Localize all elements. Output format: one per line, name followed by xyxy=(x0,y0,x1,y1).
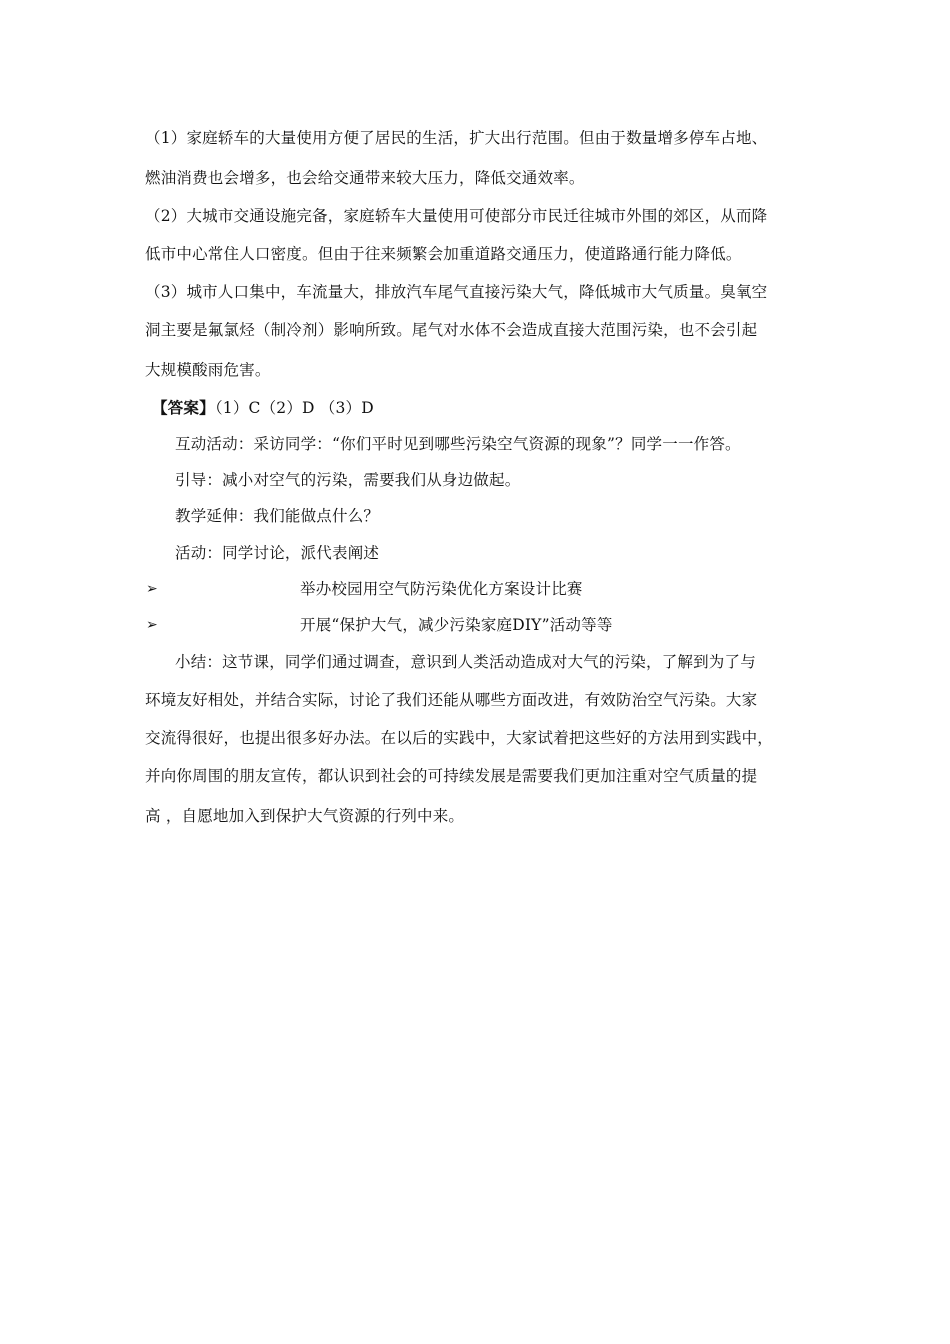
summary-line-4: 并向你周围的朋友宣传，都认识到社会的可持续发展是需要我们更加注重对空气质量的提 xyxy=(145,767,758,785)
explanation-2-line-2: 低市中心常住人口密度。但由于往来频繁会加重道路交通压力，使道路通行能力降低。 xyxy=(145,245,742,263)
answer-line xyxy=(152,398,374,418)
summary-line-3: 交流得很好，也提出很多好办法。在以后的实践中，大家试着把这些好的方法用到实践中， xyxy=(145,729,774,747)
bullet-arrow-icon: ➢ xyxy=(146,617,158,633)
teaching-extension: 教学延伸：我们能做点什么？ xyxy=(175,507,380,525)
explanation-3-line-1: （3）城市人口集中，车流量大，排放汽车尾气直接污染大气，降低城市大气质量。臭氧空 xyxy=(145,283,768,301)
guide-line: 引导：减小对空气的污染，需要我们从身边做起。 xyxy=(175,471,521,489)
bullet-arrow-icon: ➢ xyxy=(146,581,158,597)
summary-line-5: 高 ，自愿地加入到保护大气资源的行列中来。 xyxy=(145,807,465,825)
summary-line-2: 环境友好相处，并结合实际，讨论了我们还能从哪些方面改进，有效防治空气污染。大家 xyxy=(145,691,758,709)
bullet-item-2: 开展“保护大气，减少污染家庭DIY”活动等等 xyxy=(300,616,613,634)
explanation-1-line-1: （1）家庭轿车的大量使用方便了居民的生活，扩大出行范围。但由于数量增多停车占地、 xyxy=(145,129,768,147)
bullet-item-1: 举办校园用空气防污染优化方案设计比赛 xyxy=(300,580,583,598)
answer-text: （1）C（2）D （3）D xyxy=(214,399,374,417)
explanation-3-line-3: 大规模酸雨危害。 xyxy=(145,361,271,379)
answer-label: 【答案】 xyxy=(152,398,215,417)
explanation-1-line-2: 燃油消费也会增多，也会给交通带来较大压力，降低交通效率。 xyxy=(145,169,585,187)
interactive-activity: 互动活动：采访同学：“你们平时见到哪些污染空气资源的现象”？同学一一作答。 xyxy=(175,435,741,453)
explanation-3-line-2: 洞主要是氟氯烃（制冷剂）影响所致。尾气对水体不会造成直接大范围污染，也不会引起 xyxy=(145,321,758,339)
explanation-2-line-1: （2）大城市交通设施完备，家庭轿车大量使用可使部分市民迁往城市外围的郊区，从而降 xyxy=(145,207,768,225)
activity-line: 活动：同学讨论，派代表阐述 xyxy=(175,544,380,562)
summary-line-1: 小结：这节课，同学们通过调查，意识到人类活动造成对大气的污染，了解到为了与 xyxy=(175,653,756,671)
